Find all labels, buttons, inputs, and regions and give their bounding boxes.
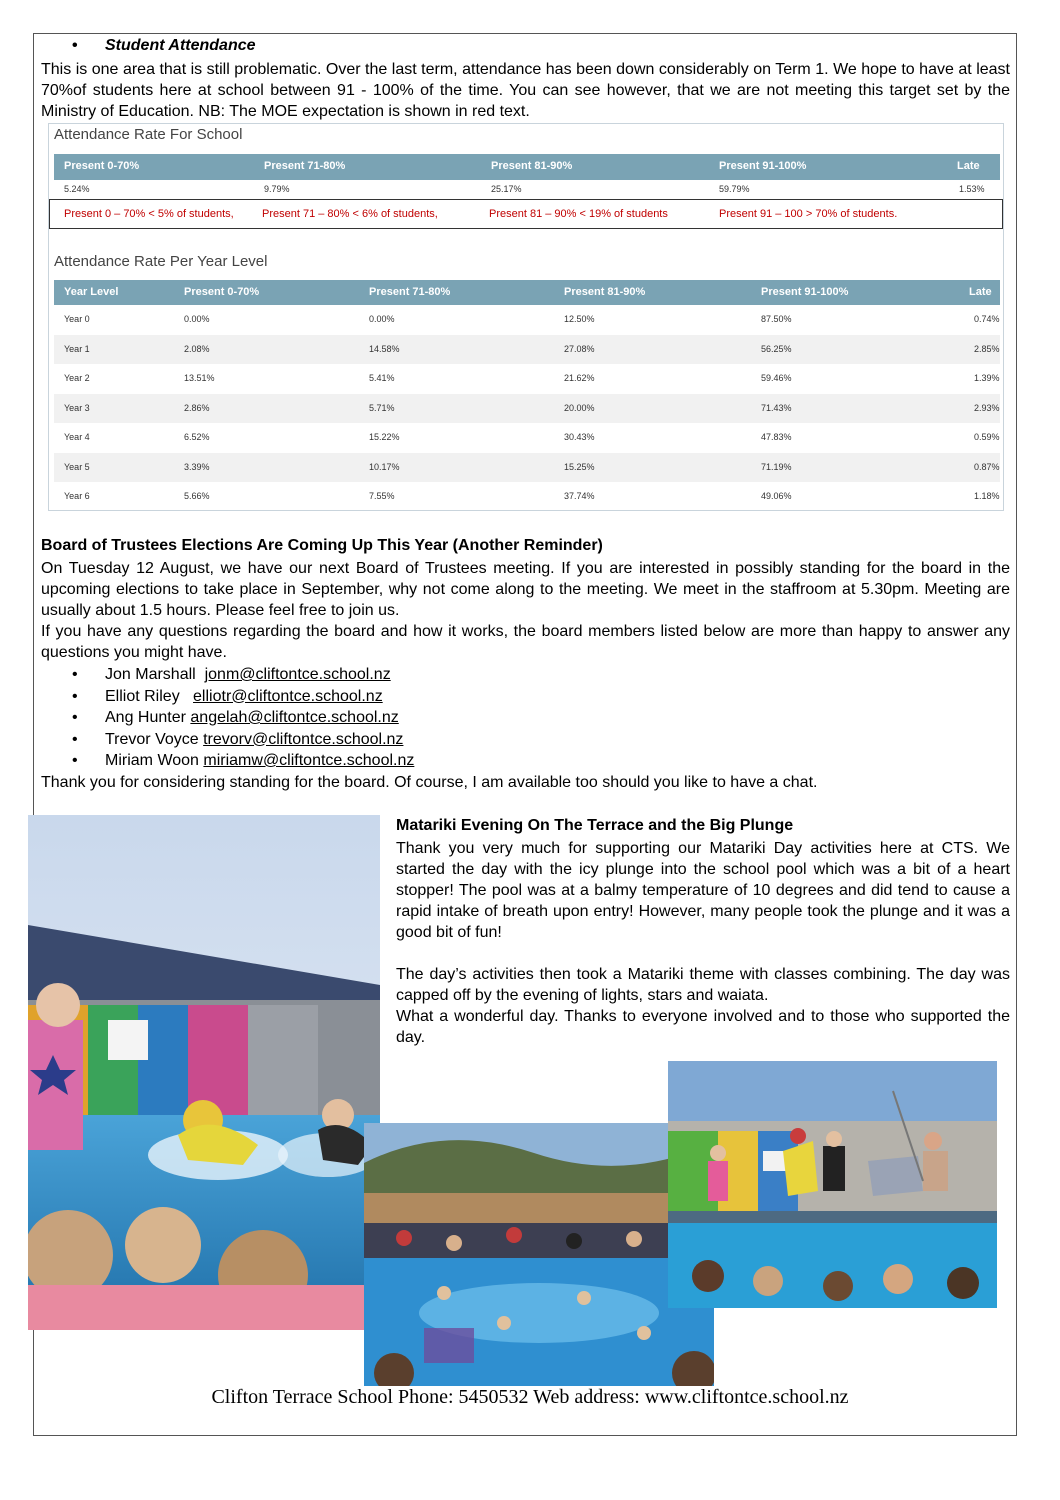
school-value-cell: 9.79% [264, 184, 290, 194]
table-cell: 13.51% [184, 373, 215, 383]
member-name: Miriam Woon [105, 752, 204, 769]
school-table-header [54, 154, 1000, 180]
table-cell: 2.08% [184, 343, 210, 354]
table-cell: 10.17% [369, 461, 400, 472]
member-email-link[interactable]: elliotr@cliftontce.school.nz [193, 687, 383, 705]
table-cell: 2.93% [974, 402, 1000, 413]
pool-plunge-photo [28, 815, 380, 1330]
member-email-link[interactable]: miriamw@cliftontce.school.nz [203, 752, 415, 769]
member-name: Jon Marshall [105, 666, 205, 683]
table-row [54, 453, 1000, 482]
member-name: Ang Hunter [105, 709, 191, 726]
school-header-cell: Present 81-90% [491, 160, 573, 172]
table-cell: 15.22% [369, 432, 400, 442]
year-header-cell: Present 0-70% [184, 286, 260, 298]
table-cell: Year 3 [64, 402, 90, 413]
table-cell: 20.00% [564, 402, 595, 413]
bullet-icon: • [72, 752, 78, 769]
table-cell: 5.66% [184, 491, 210, 501]
school-table-row [54, 184, 1000, 198]
school-value-cell: 59.79% [719, 184, 750, 194]
table-cell: 5.41% [369, 373, 395, 383]
school-value-cell: 25.17% [491, 184, 522, 194]
matariki-paragraph-2: The day’s activities then took a Matariki theme with classes combining. The day was capped off by the evening of lights, stars and waiata. [396, 966, 1010, 1004]
year-header-cell: Late [969, 286, 992, 298]
table-cell: 1.39% [974, 373, 1000, 383]
table-cell: 0.00% [184, 314, 210, 324]
table-cell: 2.86% [184, 402, 210, 413]
matariki-paragraph-1: Thank you very much for supporting our Matariki Day activities here at CTS. We started the day with the icy plunge into the school pool which was a bit of a heart stopper! The pool was at a balmy temperature of 10 degrees and did tend to cause a rapid intake of breath upon entry! However, many people took the plunge and it was a good bit of fun! [396, 840, 1010, 941]
bullet-icon: • [72, 709, 78, 726]
year-header-cell: Present 81-90% [564, 286, 646, 298]
table-row [54, 364, 1000, 393]
moe-cell: Present 71 – 80% < 6% of students, [262, 208, 438, 220]
table-cell: 7.55% [369, 491, 395, 501]
table-cell: Year 5 [64, 461, 90, 472]
moe-cell: Present 91 – 100 > 70% of students. [719, 208, 898, 220]
member-email-link[interactable]: jonm@cliftontce.school.nz [204, 666, 391, 683]
table-cell: 27.08% [564, 343, 595, 354]
table-cell: 47.83% [761, 432, 792, 442]
year-header-cell: Year Level [64, 286, 119, 298]
matariki-paragraph-3: What a wonderful day. Thanks to everyone involved and to those who supported the day. [396, 1008, 1010, 1046]
page-footer: Clifton Terrace School Phone: 5450532 Web address: www.cliftontce.school.nz [211, 1386, 849, 1408]
table-cell: Year 1 [64, 343, 90, 354]
teachers-jumping-photo [668, 1061, 997, 1308]
attendance-paragraph: This is one area that is still problematic. Over the last term, attendance has been down considerably on Term 1. We hope to have at least 70%of students here at school between 91 - 100% of the time. You can see however, that we are not meeting this target set by the Ministry of Education. NB: The MOE expectation is shown in red text. [41, 61, 1010, 120]
crowded-pool-photo [364, 1123, 714, 1386]
school-header-cell: Late [957, 160, 980, 172]
table-row [54, 305, 1000, 334]
table-cell: 87.50% [761, 314, 792, 324]
table-row [54, 335, 1000, 364]
table-cell: 0.74% [974, 314, 1000, 324]
table-cell: 1.18% [974, 491, 1000, 501]
table-cell: 0.00% [369, 314, 395, 324]
table-row [54, 482, 1000, 511]
table-cell: 49.06% [761, 491, 792, 501]
school-table-title: Attendance Rate For School [54, 126, 243, 143]
matariki-heading: Matariki Evening On The Terrace and the Big Plunge [396, 817, 794, 834]
school-value-cell: 1.53% [959, 184, 985, 194]
board-paragraph-1: On Tuesday 12 August, we have our next Board of Trustees meeting. If you are interested in possibly standing for the board in the upcoming elections to take place in September, why not come along to the meeting. We meet in the staffroom at 5.30pm. Meeting are usually about 1.5 hours. Please feel free to join us. [41, 560, 1010, 619]
table-cell: 6.52% [184, 432, 210, 442]
table-cell: 0.87% [974, 461, 1000, 472]
table-cell: 21.62% [564, 373, 595, 383]
bullet-icon: • [72, 666, 78, 683]
table-cell: 56.25% [761, 343, 792, 354]
table-cell: 15.25% [564, 461, 595, 472]
table-cell: 5.71% [369, 402, 395, 413]
table-cell: 37.74% [564, 491, 595, 501]
bullet-icon: • [72, 730, 78, 748]
board-paragraph-2: If you have any questions regarding the board and how it works, the board members listed below are more than happy to answer any questions you might have. [41, 623, 1010, 661]
table-cell: 71.19% [761, 461, 792, 472]
moe-cell: Present 81 – 90% < 19% of students [489, 208, 668, 220]
moe-expectation-row [49, 199, 1003, 229]
table-cell: 71.43% [761, 402, 792, 413]
table-cell: 2.85% [974, 343, 1000, 354]
member-name: Elliot Riley [105, 687, 194, 705]
school-value-cell: 5.24% [64, 184, 90, 194]
school-header-cell: Present 91-100% [719, 160, 807, 172]
table-cell: 59.46% [761, 373, 792, 383]
school-header-cell: Present 0-70% [64, 160, 140, 172]
table-cell: Year 2 [64, 373, 90, 383]
table-cell: Year 4 [64, 432, 90, 442]
table-cell: 12.50% [564, 314, 595, 324]
moe-cell: Present 0 – 70% < 5% of students, [64, 208, 234, 220]
table-cell: 0.59% [974, 432, 1000, 442]
year-table-title: Attendance Rate Per Year Level [54, 253, 268, 270]
table-row [54, 394, 1000, 423]
table-cell: 30.43% [564, 432, 595, 442]
school-header-cell: Present 71-80% [264, 160, 346, 172]
bullet-icon: • [72, 687, 78, 705]
attendance-panel [48, 123, 1004, 511]
table-row [54, 423, 1000, 452]
member-email-link[interactable]: trevorv@cliftontce.school.nz [203, 730, 404, 748]
board-closing: Thank you for considering standing for the board. Of course, I am available too should you like to have a chat. [41, 774, 818, 791]
year-header-cell: Present 71-80% [369, 286, 451, 298]
bullet-icon: • [72, 37, 78, 54]
member-name: Trevor Voyce [105, 730, 204, 748]
year-table-header [54, 280, 1000, 305]
table-cell: Year 0 [64, 314, 90, 324]
table-cell: 14.58% [369, 343, 400, 354]
table-cell: 3.39% [184, 461, 210, 472]
board-heading: Board of Trustees Elections Are Coming Up This Year (Another Reminder) [41, 537, 603, 554]
table-cell: Year 6 [64, 491, 90, 501]
year-header-cell: Present 91-100% [761, 286, 849, 298]
member-email-link[interactable]: angelah@cliftontce.school.nz [190, 709, 399, 726]
